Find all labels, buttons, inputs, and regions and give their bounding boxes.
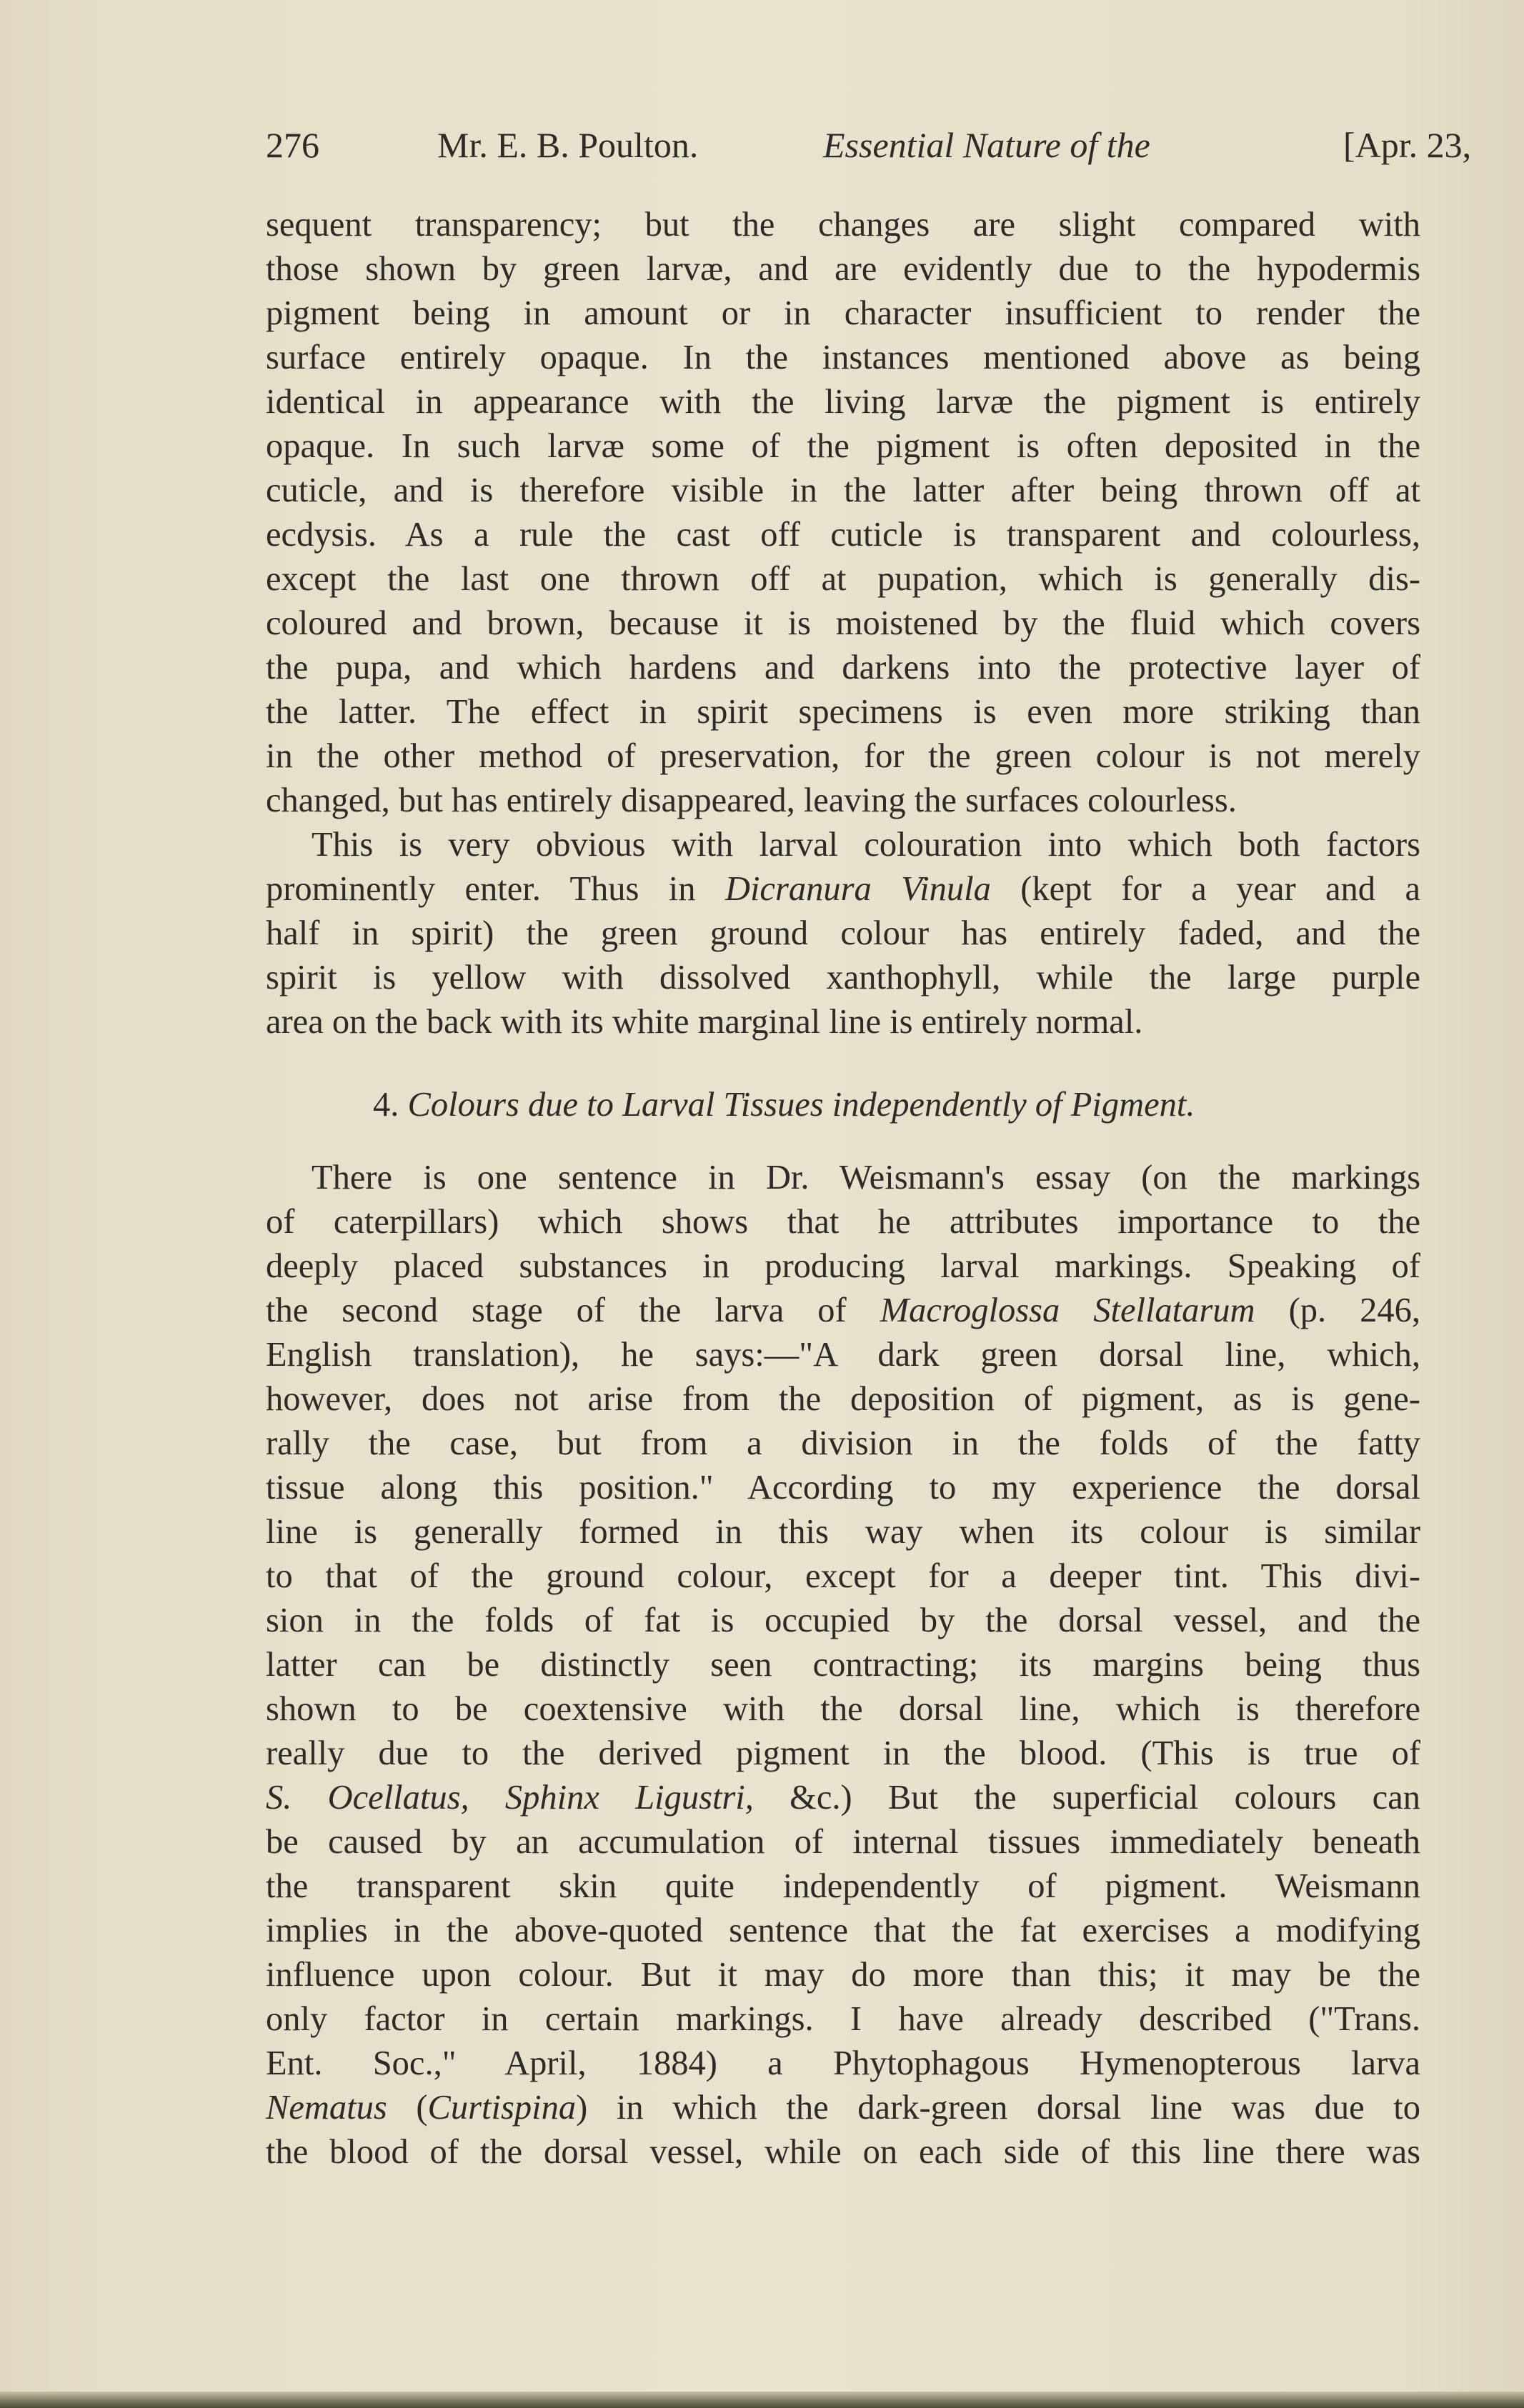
species-name: Nematus [266,2089,387,2127]
text-line: tissue along this position." According to my experience the dorsal [266,1469,1420,1507]
text-run: ( [387,2089,428,2127]
text-line: opaque. In such larvæ some of the pigment is often deposited in the [266,427,1420,465]
header-date: [Apr. 23, [1343,125,1472,165]
text-line: rally the case, but from a division in the folds of the fatty [266,1424,1420,1462]
paragraph-3 [266,1156,1420,2174]
text-line: shown to be coextensive with the dorsal line, which is therefore [266,1690,1420,1728]
text-line: There is one sentence in Dr. Weismann's essay (on the markings [312,1159,1420,1196]
text-line [266,1776,1420,1820]
header-author: Mr. E. B. Poulton. [437,125,699,165]
page-bottom-edge [0,2392,1524,2408]
text-line: cuticle, and is therefore visible in the latter after being thrown off at [266,471,1420,509]
section-title: Colours due to Larval Tissues independently of Pigment. [407,1086,1195,1124]
text-line [266,1289,1420,1333]
text-line: in the other method of preservation, for the green colour is not merely [266,737,1420,775]
text-line: the transparent skin quite independently of pigment. Weismann [266,1867,1420,1905]
text-line: the blood of the dorsal vessel, while on each side of this line there was [266,2133,1420,2171]
text-line: only factor in certain markings. I have already described ("Trans. [266,2000,1420,2038]
species-name: Curtispina [427,2089,577,2127]
section-number: 4. [373,1086,399,1124]
text-line: the pupa, and which hardens and darkens into the protective layer of [266,649,1420,686]
species-name: S. Ocellatus, Sphinx Ligustri, [266,1779,754,1817]
text-line [266,2086,1420,2130]
text-line: deeply placed substances in producing larval markings. Speaking of [266,1247,1420,1285]
text-run: ) in which the dark-green dorsal line was due to [576,2089,1420,2127]
text-line: the latter. The effect in spirit specimens is even more striking than [266,693,1420,731]
text-line: however, does not arise from the deposition of pigment, as is gene- [266,1380,1420,1418]
text-line: coloured and brown, because it is moistened by the fluid which covers [266,604,1420,642]
text-line: pigment being in amount or in character insufficient to render the [266,294,1420,332]
text-line [266,867,1420,911]
paragraph-2 [266,823,1420,1044]
text-line: sion in the folds of fat is occupied by the dorsal vessel, and the [266,1602,1420,1639]
text-line: to that of the ground colour, except for a deeper tint. This divi- [266,1557,1420,1595]
page-number: 276 [266,125,319,165]
text-run: the second stage of the larva of [266,1292,880,1329]
text-line: half in spirit) the green ground colour has entirely faded, and the [266,914,1420,952]
text-line: of caterpillars) which shows that he attributes importance to the [266,1203,1420,1241]
paragraph-1 [266,203,1420,823]
text-line: be caused by an accumulation of internal tissues immediately beneath [266,1823,1420,1861]
text-line: ecdysis. As a rule the cast off cuticle is transparent and colourless, [266,516,1420,554]
text-line: influence upon colour. But it may do more than this; it may be the [266,1956,1420,1994]
text-line: spirit is yellow with dissolved xanthophyll, while the large purple [266,959,1420,996]
text-line: sequent transparency; but the changes are slight compared with [266,206,1420,244]
text-line: implies in the above-quoted sentence that the fat exercises a modifying [266,1912,1420,1949]
text-line: This is very obvious with larval colouration into which both factors [312,826,1420,864]
text-line: except the last one thrown off at pupation, which is generally dis- [266,560,1420,598]
text-run: prominently enter. Thus in [266,870,725,908]
text-run: &c.) But the superficial colours can [753,1779,1420,1817]
text-line: line is generally formed in this way when its colour is similar [266,1513,1420,1551]
text-line: area on the back with its white marginal line is entirely normal. [266,1003,1143,1041]
text-line: really due to the derived pigment in the blood. (This is true of [266,1734,1420,1772]
text-line: identical in appearance with the living larvæ the pigment is entirely [266,383,1420,421]
body-text [266,203,1420,2174]
text-line: those shown by green larvæ, and are evidently due to the hypodermis [266,250,1420,288]
text-line: changed, but has entirely disappeared, leaving the surfaces colourless. [266,781,1237,819]
species-name: Dicranura Vinula [724,870,991,908]
text-run: (kept for a year and a [990,870,1420,908]
running-header [266,120,1472,170]
text-line: Ent. Soc.," April, 1884) a Phytophagous Hymenopterous larva [266,2044,1420,2082]
text-line: surface entirely opaque. In the instances mentioned above as being [266,339,1420,376]
text-run: (p. 246, [1255,1292,1420,1329]
text-line: English translation), he says:—"A dark green dorsal line, which, [266,1336,1420,1374]
text-line: latter can be distinctly seen contracting; its margins being thus [266,1646,1420,1684]
header-running-title: Essential Nature of the [823,125,1150,165]
section-heading [266,1083,1420,1127]
species-name: Macroglossa Stellatarum [880,1292,1255,1329]
